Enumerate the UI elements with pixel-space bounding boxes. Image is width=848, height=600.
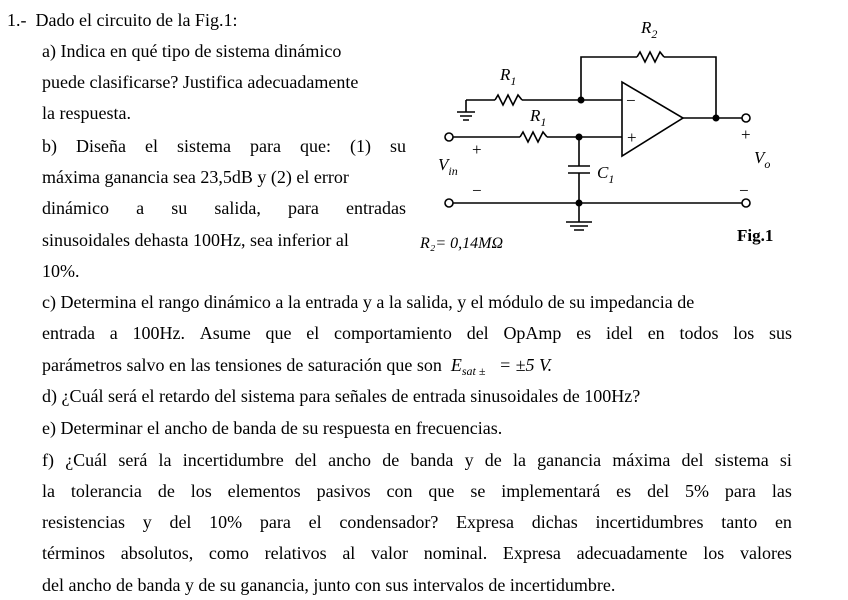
word: es (616, 481, 632, 501)
sat-subscript: sat ± (461, 364, 486, 378)
word: dichas (531, 512, 578, 532)
word: pasivos (316, 481, 371, 501)
word: valores (739, 543, 792, 563)
r1-bottom-resistor (520, 132, 547, 142)
problem-intro: Dado el circuito de la Fig.1: (35, 10, 238, 30)
word: valor (371, 543, 408, 563)
word: adecuadamente (576, 543, 688, 563)
word: que: (299, 136, 331, 156)
word: la (512, 450, 526, 470)
word: ganancia (537, 450, 602, 470)
word: del (294, 450, 317, 470)
part-b-line-2: máxima ganancia sea 23,5dB y (2) el error (42, 167, 349, 187)
opamp-minus-sign: − (626, 91, 636, 110)
vo-minus-terminal (742, 199, 750, 207)
word: nominal. (423, 543, 488, 563)
part-b-line-5: 10%. (42, 261, 80, 281)
r2-resistor (637, 52, 664, 62)
word: tolerancia (70, 481, 142, 501)
word: la (158, 450, 172, 470)
word: tanto (721, 512, 758, 532)
part-f-line-5: del ancho de banda y de su ganancia, junto con sus intervalos de incertidumbre. (42, 575, 616, 595)
word: del (169, 512, 192, 532)
word: para (259, 512, 291, 532)
word: a (109, 323, 118, 343)
word: términos (42, 543, 105, 563)
word: y (464, 450, 474, 470)
word: de (382, 450, 400, 470)
word: relativos (264, 543, 327, 563)
word: y (142, 512, 152, 532)
part-c-line-3-text: parámetros salvo en las tensiones de saturación que son (42, 355, 442, 375)
word: que (265, 323, 292, 343)
bottom-ground-symbol (566, 222, 592, 230)
word: 5% (685, 481, 709, 501)
word: sus (768, 323, 792, 343)
vin-minus-sign: − (472, 181, 482, 200)
word: Diseña (76, 136, 126, 156)
c1-label: $C_1$ (597, 163, 615, 186)
figure-label: Fig.1 (737, 226, 774, 245)
word: con (386, 481, 413, 501)
r2-label: $R_2$ (641, 18, 658, 41)
vin-plus-sign: + (472, 140, 482, 159)
word: las (771, 481, 792, 501)
opamp-plus-sign: + (627, 128, 637, 147)
word: (1) (349, 136, 371, 156)
vo-plus-sign: + (741, 125, 751, 144)
word: dinámico (42, 198, 109, 218)
word: a (136, 198, 145, 218)
r2-value-label: R₂= 0,14MΩ (420, 235, 504, 252)
word: en (647, 323, 665, 343)
word: el (306, 323, 320, 343)
r1-top-resistor (495, 95, 522, 105)
word: la (42, 481, 55, 501)
word: del (647, 481, 670, 501)
word: los (190, 481, 212, 501)
problem-number: 1.- (7, 10, 27, 30)
word: de (157, 481, 175, 501)
word: banda (410, 450, 454, 470)
word: comportamiento (333, 323, 452, 343)
word: OpAmp (503, 323, 562, 343)
vo-minus-sign: − (739, 181, 749, 200)
junction-dot-minus (578, 97, 585, 104)
word: 100Hz. (132, 323, 185, 343)
r1-top-label: $R_1$ (500, 65, 517, 88)
part-c-line-1: c) Determina el rango dinámico a la entrada y a la salida, y el módulo de su impedancia de (42, 292, 695, 312)
word: para (287, 198, 319, 218)
word: implementará (501, 481, 601, 501)
sat-symbol: E (450, 355, 462, 375)
part-d: d) ¿Cuál será el retardo del sistema para señales de entrada sinusoidales de 100Hz? (42, 386, 641, 406)
word: de (484, 450, 502, 470)
word: el (144, 136, 158, 156)
word: condensador? (339, 512, 439, 532)
word: es (576, 323, 592, 343)
word: máxima (612, 450, 671, 470)
word: los (703, 543, 725, 563)
vin-label: $V_{in}$ (438, 155, 458, 178)
word: resistencias (42, 512, 125, 532)
part-e: e) Determinar el ancho de banda de su respuesta en frecuencias. (42, 418, 503, 438)
junction-dot-output (713, 115, 720, 122)
word: como (208, 543, 249, 563)
word: ¿Cuál (65, 450, 108, 470)
vin-minus-terminal (445, 199, 453, 207)
word: los (733, 323, 755, 343)
word: sistema (714, 450, 769, 470)
part-b-line-4: sinusoidales dehasta 100Hz, sea inferior al (42, 230, 349, 250)
word: sistema (176, 136, 231, 156)
part-a-line-2: puede clasificarse? Justifica adecuadamente (42, 72, 359, 92)
sat-value: = ±5 V. (498, 355, 553, 375)
word: ancho (328, 450, 372, 470)
word: Asume (199, 323, 251, 343)
word: Expresa (502, 543, 561, 563)
vin-plus-terminal (445, 133, 453, 141)
word: su (171, 198, 188, 218)
feedback-right (664, 57, 716, 118)
word: en (774, 512, 792, 532)
word: b) (42, 136, 57, 156)
vo-plus-terminal (742, 114, 750, 122)
word: su (389, 136, 406, 156)
left-ground-symbol (457, 112, 475, 120)
word: Expresa (456, 512, 515, 532)
word: entradas (346, 198, 406, 218)
word: absolutos, (120, 543, 194, 563)
word: todos (679, 323, 719, 343)
junction-dot-plus (576, 134, 583, 141)
word: del (681, 450, 704, 470)
word: elementos (227, 481, 301, 501)
word: al (342, 543, 356, 563)
word: entrada (42, 323, 95, 343)
vo-label: $V_o$ (754, 148, 771, 171)
word: 10% (209, 512, 243, 532)
word: idel (605, 323, 633, 343)
word: incertidumbres (595, 512, 704, 532)
r1-bottom-label: $R_1$ (530, 106, 547, 129)
word: f) (42, 450, 54, 470)
word: si (779, 450, 792, 470)
word: incertidumbre (182, 450, 284, 470)
junction-dot-ground (576, 200, 583, 207)
word: el (308, 512, 322, 532)
word: que (428, 481, 455, 501)
word: para (249, 136, 281, 156)
part-a-line-3: la respuesta. (42, 103, 131, 123)
word: del (466, 323, 489, 343)
word: se (470, 481, 486, 501)
part-a-line-1: a) Indica en qué tipo de sistema dinámico (42, 41, 342, 61)
word: para (724, 481, 756, 501)
word: será (118, 450, 148, 470)
word: salida, (214, 198, 261, 218)
